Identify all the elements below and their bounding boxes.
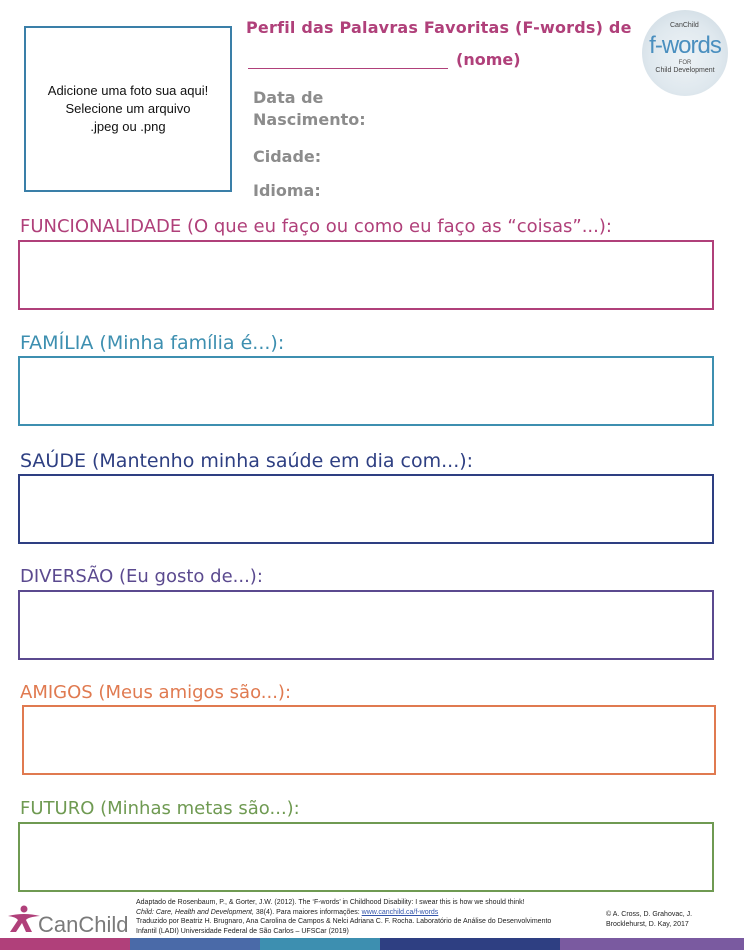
citation-journal: Child: Care, Health and Development,	[136, 908, 254, 916]
canchild-wordmark: CanChild	[38, 912, 129, 937]
name-input-line[interactable]	[248, 68, 448, 69]
city-field[interactable]: Cidade:	[253, 147, 322, 166]
logo-top-text: CanChild	[670, 22, 699, 29]
section-title-future: FUTURO (Minhas metas são...):	[20, 798, 300, 819]
section-title-friends: AMIGOS (Meus amigos são...):	[20, 682, 292, 703]
birthdate-field[interactable]: Data de Nascimento:	[253, 88, 366, 129]
health-text-box[interactable]	[18, 474, 714, 544]
language-field[interactable]: Idioma:	[253, 181, 321, 200]
credits-line-2: Brocklehurst, D. Kay, 2017	[606, 921, 689, 928]
credits-line-1: © A. Cross, D. Grahovac, J.	[606, 911, 693, 918]
footer-credits	[606, 910, 736, 930]
section-title-functioning: FUNCIONALIDADE (O que eu faço ou como eu faço as “coisas”...):	[20, 216, 612, 237]
citation-line-2-rest: 38(4). Para maiores informações:	[253, 908, 362, 916]
fun-text-box[interactable]	[18, 590, 714, 660]
logo-for-text: FOR	[678, 60, 692, 66]
photo-instructions	[48, 82, 208, 136]
photo-upload-box[interactable]	[24, 26, 232, 192]
footer-citation	[136, 898, 596, 936]
friends-text-box[interactable]	[22, 705, 716, 775]
bar-magenta	[0, 938, 130, 950]
fwords-link[interactable]: www.canchild.ca/f-words	[361, 908, 439, 916]
section-title-fun: DIVERSÃO (Eu gosto de...):	[20, 566, 263, 587]
page-title: Perfil das Palavras Favoritas (F-words) de	[246, 18, 632, 37]
bar-purple	[560, 938, 744, 950]
fwords-logo	[642, 10, 728, 96]
bar-teal	[260, 938, 380, 950]
citation-line-1: Adaptado de Rosenbaum, P., & Gorter, J.W. (2012). The ‘F-words’ in Childhood Disability: I swear this is how we should think!	[136, 899, 525, 906]
logo-main-text: f-words	[649, 32, 721, 59]
logo-sub-text: Child Development	[655, 67, 715, 74]
bar-blue	[130, 938, 260, 950]
footer-color-bar	[0, 938, 744, 950]
future-text-box[interactable]	[18, 822, 714, 892]
photo-line-1: Adicione uma foto sua aqui!	[47, 83, 209, 98]
section-title-health: SAÚDE (Mantenho minha saúde em dia com...):	[20, 450, 474, 472]
citation-line-2	[136, 908, 596, 918]
citation-line-3: Traduzido por Beatriz H. Brugnaro, Ana Carolina de Campos & Nelci Adriana C. F. Rocha. Laboratório de Análise do Desenvolvimento	[136, 918, 552, 925]
photo-line-2: Selecione um arquivo	[65, 101, 191, 116]
bar-navy	[380, 938, 560, 950]
functioning-text-box[interactable]	[18, 240, 714, 310]
family-text-box[interactable]	[18, 356, 714, 426]
citation-line-4: Infantil (LADI) Universidade Federal de São Carlos – UFSCar (2019)	[136, 927, 349, 935]
photo-line-3: .jpeg ou .png	[90, 119, 166, 134]
name-label: (nome)	[456, 50, 521, 69]
section-title-family: FAMÍLIA (Minha família é...):	[20, 332, 285, 354]
canchild-figure-icon	[6, 904, 42, 934]
